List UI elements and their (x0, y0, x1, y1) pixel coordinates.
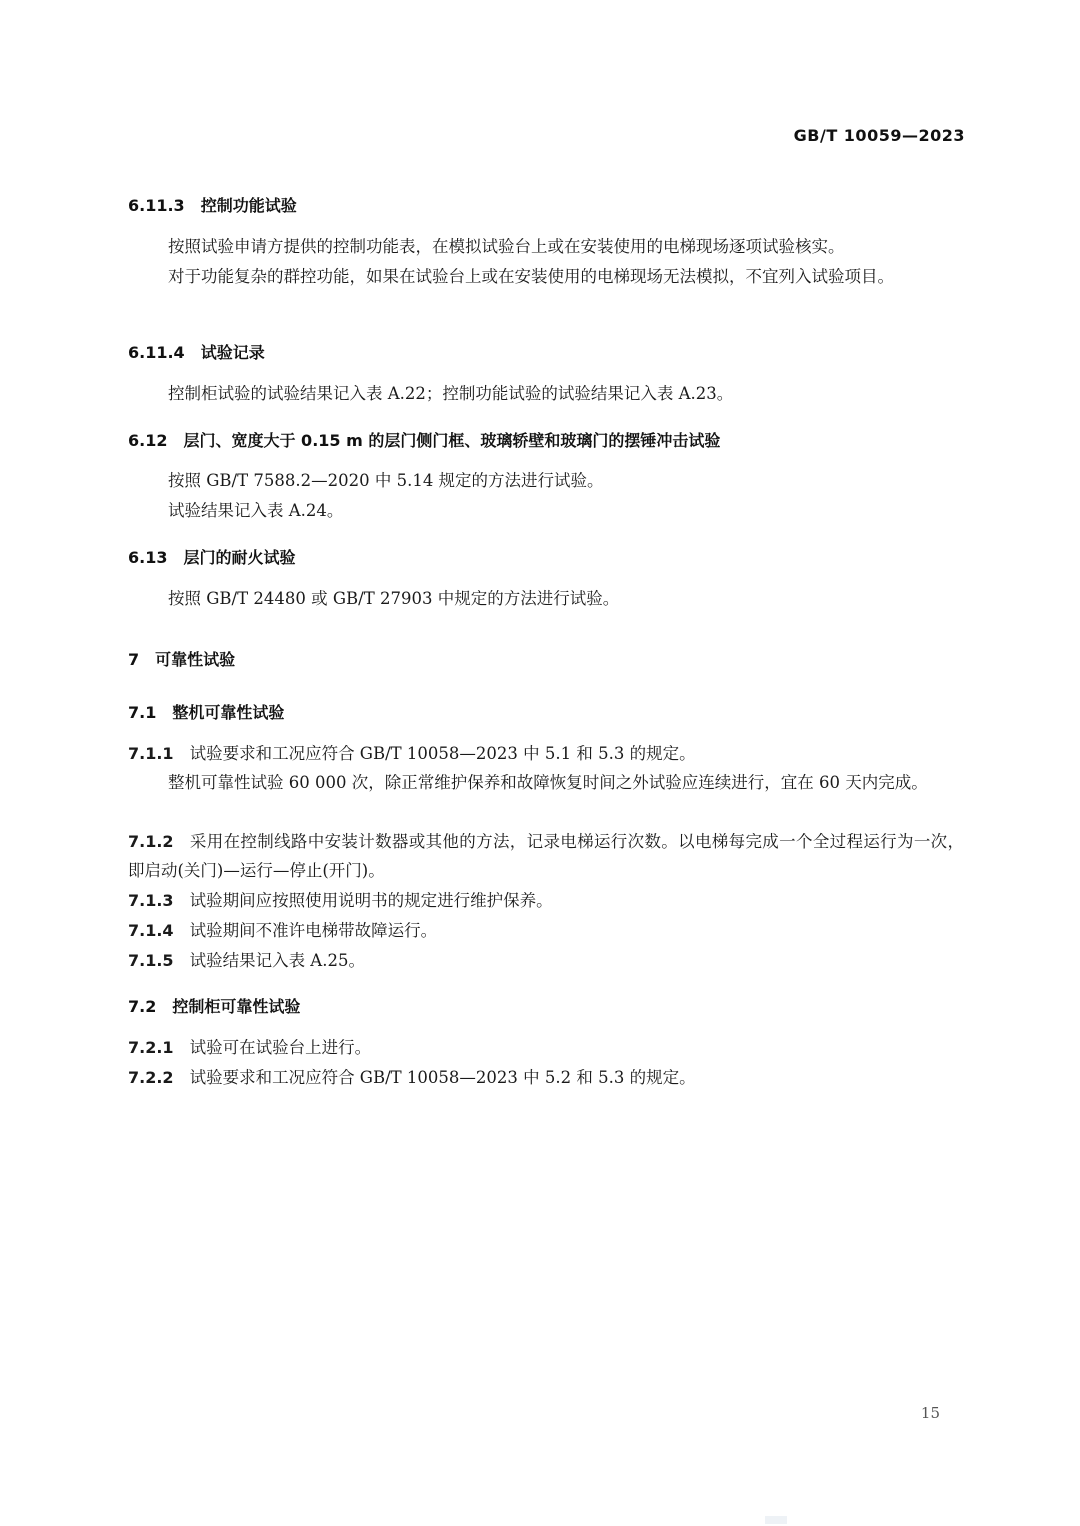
paragraph: 对于功能复杂的群控功能，如果在试验台上或在安装使用的电梯现场无法模拟，不宜列入试验项目。 (168, 267, 894, 286)
paragraph: 按照试验申请方提供的控制功能表，在模拟试验台上或在安装使用的电梯现场逐项试验核实。 (168, 237, 845, 256)
section-number: 7.1 (128, 703, 157, 722)
paragraph: 控制柜试验的试验结果记入表 A.22；控制功能试验的试验结果记入表 A.23。 (168, 384, 734, 403)
clause-7-1-3 (128, 886, 964, 915)
clause-7-1-1 (128, 739, 964, 768)
section-number: 6.12 (128, 431, 168, 450)
paragraph: 整机可靠性试验 60 000 次，除正常维护保养和故障恢复时间之外试验应连续进行，宜在 60 天内完成。 (168, 773, 928, 792)
section-title: 可靠性试验 (155, 650, 236, 669)
section-number: 6.13 (128, 548, 168, 567)
heading-6-12 (128, 428, 720, 451)
clause-7-1-4 (128, 916, 964, 945)
section-number: 6.11.3 (128, 196, 185, 215)
clause-text: 试验期间不准许电梯带故障运行。 (189, 921, 438, 940)
heading-6-13 (128, 545, 296, 568)
clause-text: 试验期间应按照使用说明书的规定进行维护保养。 (189, 891, 553, 910)
clause-text: 试验可在试验台上进行。 (189, 1038, 372, 1057)
clause-7-1-5 (128, 946, 964, 975)
clause-number: 7.1.3 (128, 891, 174, 910)
section-title: 控制柜可靠性试验 (172, 997, 301, 1016)
clause-text: 试验结果记入表 A.25。 (189, 951, 365, 970)
clause-7-2-1 (128, 1033, 964, 1062)
heading-7-2 (128, 994, 300, 1017)
clause-number: 7.1.4 (128, 921, 174, 940)
clause-text: 采用在控制线路中安装计数器或其他的方法，记录电梯运行次数。以电梯每完成一个全过程运行为一次，即启动(关门)—运行—停止(开门)。 (128, 832, 964, 880)
section-number: 6.11.4 (128, 343, 185, 362)
section-title: 层门、宽度大于 0.15 m 的层门侧门框、玻璃轿壁和玻璃门的摆锤冲击试验 (183, 431, 721, 450)
heading-7 (128, 647, 235, 670)
paragraph: 按照 GB/T 7588.2—2020 中 5.14 规定的方法进行试验。 (168, 471, 604, 490)
page-number: 15 (920, 1404, 940, 1422)
heading-6-11-3 (128, 193, 297, 216)
clause-number: 7.1.1 (128, 744, 174, 763)
section-title: 整机可靠性试验 (172, 703, 285, 722)
clause-number: 7.2.2 (128, 1068, 174, 1087)
section-title: 试验记录 (200, 343, 265, 362)
heading-6-11-4 (128, 340, 265, 363)
section-title: 控制功能试验 (200, 196, 297, 215)
clause-text: 试验要求和工况应符合 GB/T 10058—2023 中 5.1 和 5.3 的规定。 (189, 744, 696, 763)
clause-number: 7.2.1 (128, 1038, 174, 1057)
section-number: 7.2 (128, 997, 157, 1016)
section-number: 7 (128, 650, 140, 669)
scan-artifact (765, 1516, 787, 1524)
clause-text: 试验要求和工况应符合 GB/T 10058—2023 中 5.2 和 5.3 的规定。 (189, 1068, 696, 1087)
clause-number: 7.1.2 (128, 832, 174, 851)
standard-number-header: GB/T 10059—2023 (793, 126, 965, 145)
clause-7-2-2 (128, 1063, 964, 1092)
clause-number: 7.1.5 (128, 951, 174, 970)
paragraph: 按照 GB/T 24480 或 GB/T 27903 中规定的方法进行试验。 (168, 589, 620, 608)
clause-7-1-2 (128, 827, 964, 885)
section-title: 层门的耐火试验 (183, 548, 296, 567)
heading-7-1 (128, 700, 284, 723)
paragraph: 试验结果记入表 A.24。 (168, 501, 344, 520)
